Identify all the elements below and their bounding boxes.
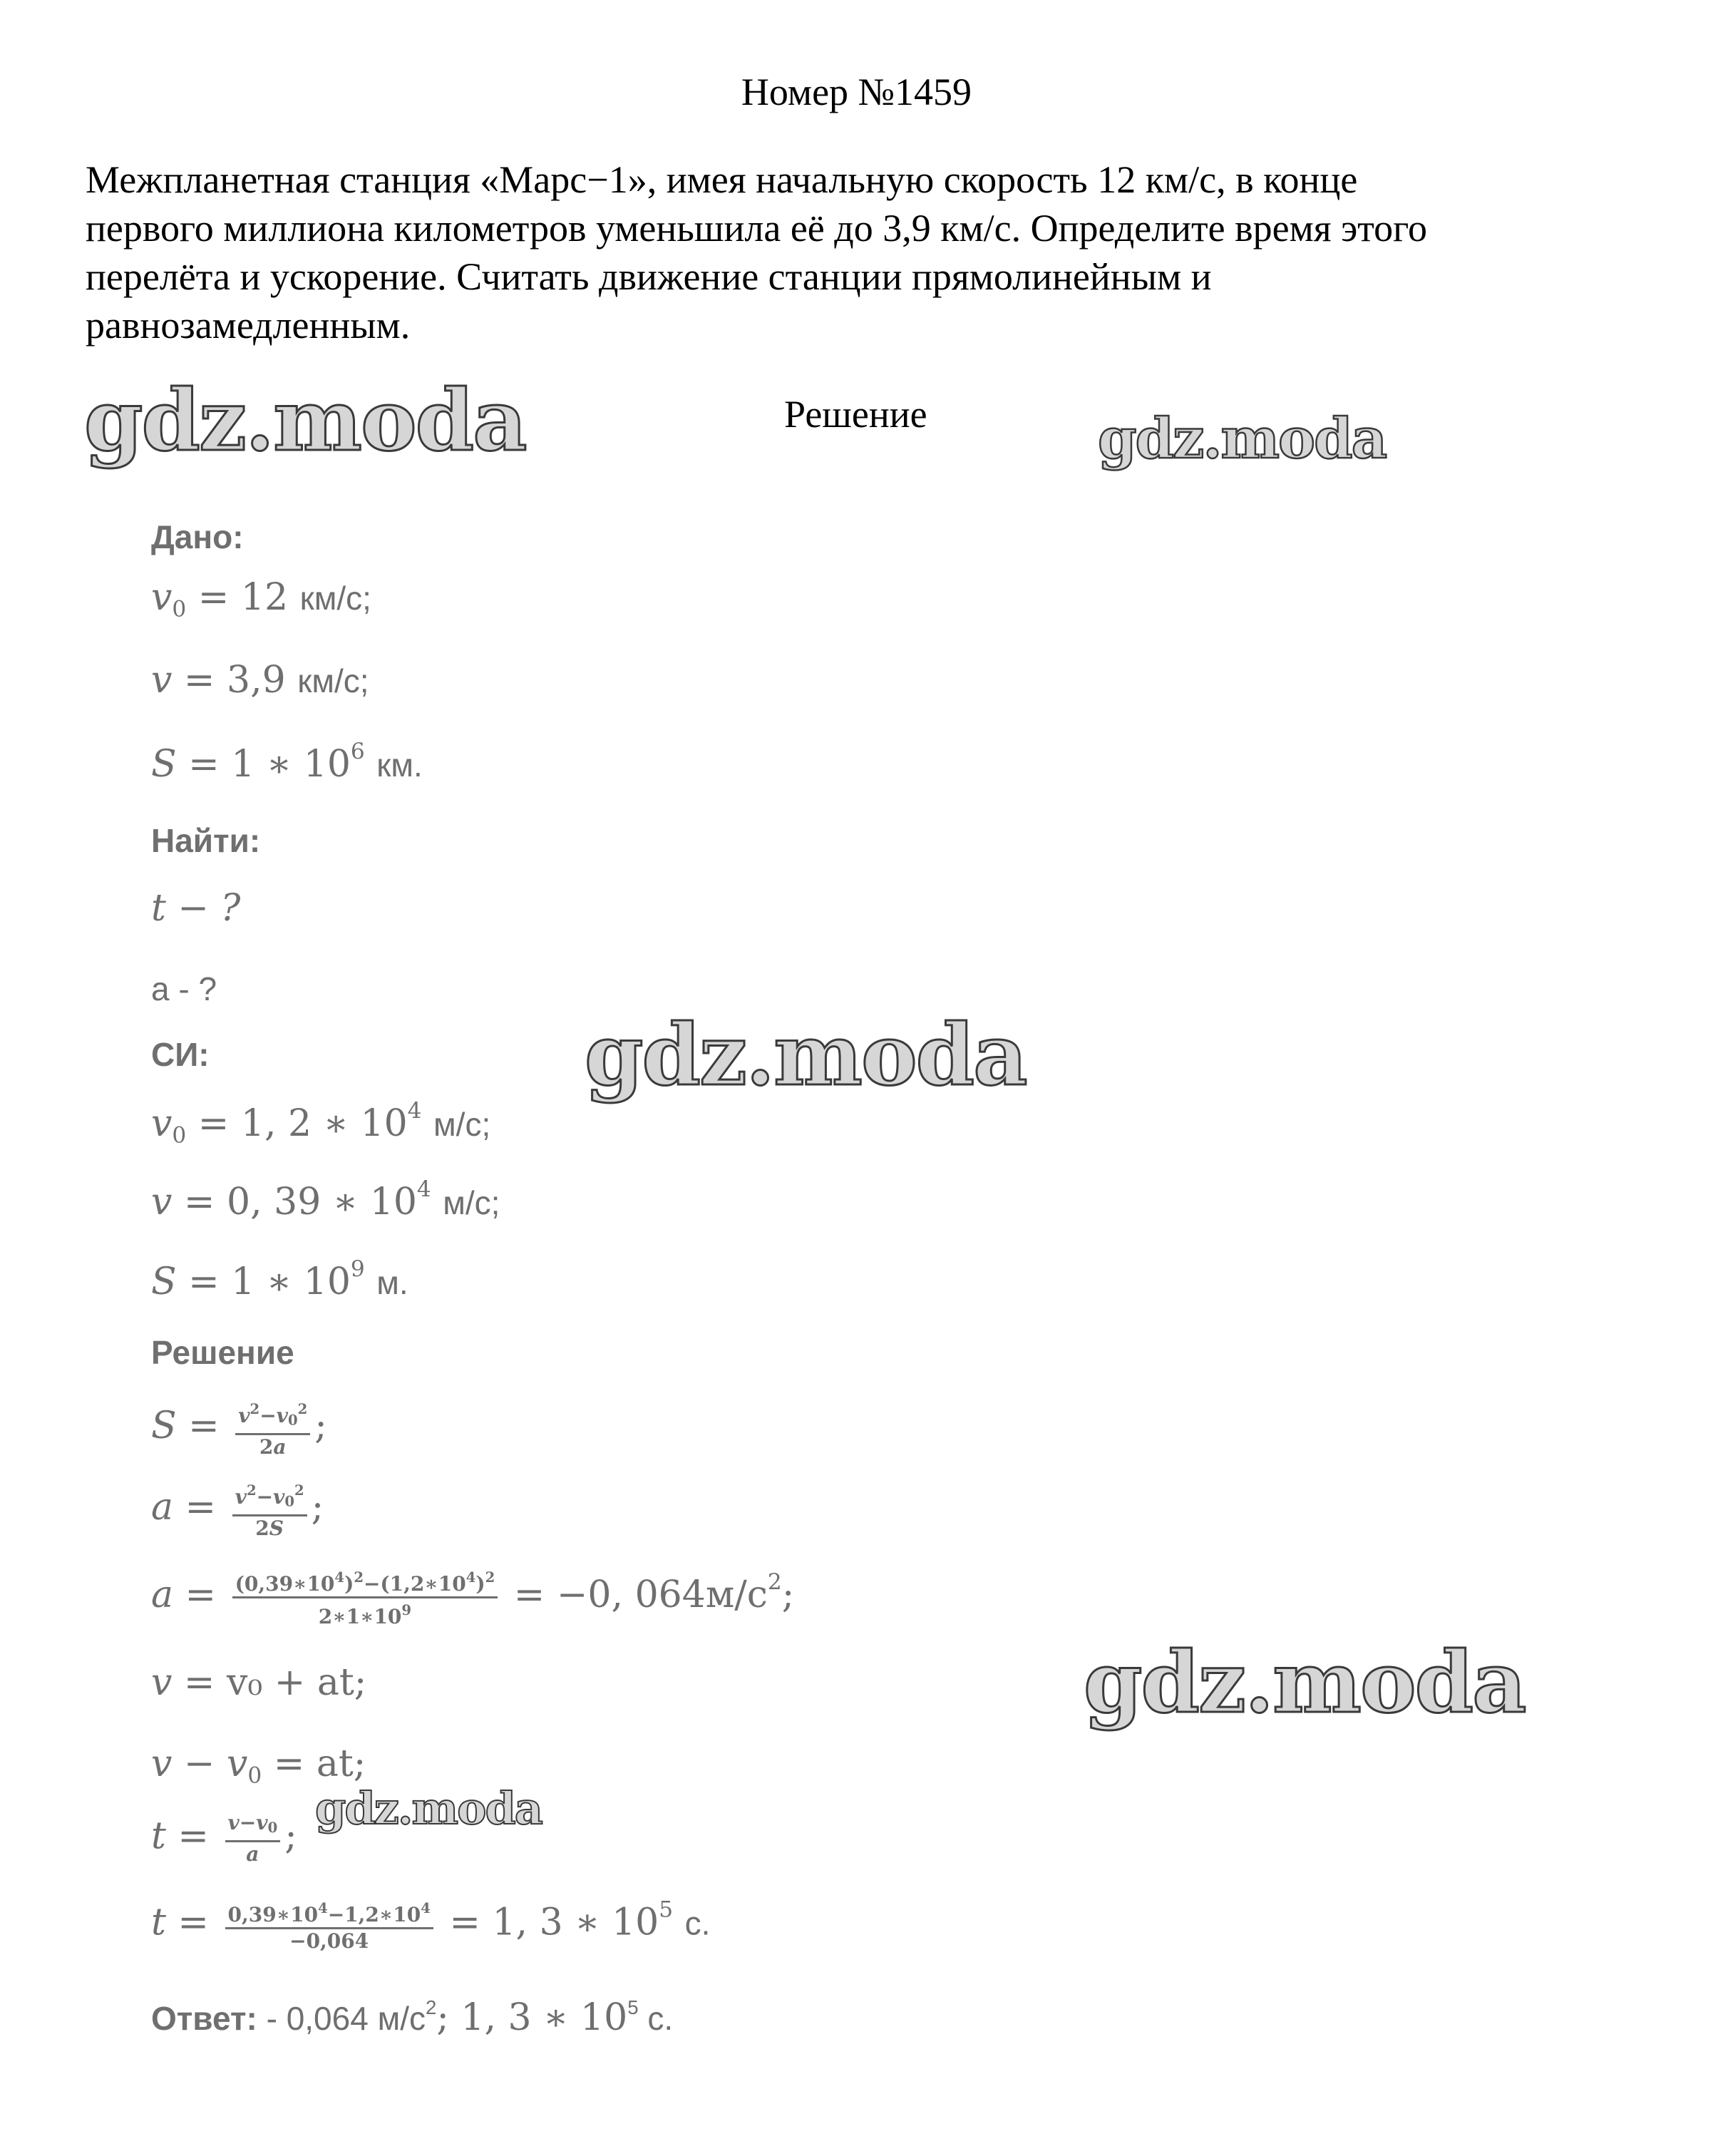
- fraction: $\frac{v-v_0}{a}$: [225, 1811, 281, 1867]
- exponent: 5: [627, 1996, 639, 2018]
- eq-t-calc: t = $\frac{0,39∗10^4-1,2∗10^4}{-0,064}$ = 1, 3 ∗ $10^5$ с.: [151, 1896, 711, 1953]
- given-label: Дано:: [151, 518, 244, 555]
- eq-a-calc: a = $\frac{(0,39∗10^4)^2-(1,2∗10^4)^2}{2∗1∗10^9}$ = −0, $064м/с^2$;: [151, 1566, 794, 1629]
- solution-label: Решение: [151, 1334, 294, 1371]
- unit: км/с;: [297, 662, 369, 699]
- find-t: [151, 887, 240, 930]
- si-label: СИ:: [151, 1036, 210, 1073]
- eq-s-formula: S = $\frac{v^2-v_0^2}{2a}$ ;: [151, 1397, 327, 1459]
- eq-t-formula: t = $\frac{v-v_0}{a}$ ;: [151, 1811, 297, 1866]
- eq-velocity: v = v₀ + at;: [151, 1661, 367, 1704]
- page-title: Номер №1459: [741, 71, 972, 113]
- given-s: S = 1 ∗ $10^6$ км.: [151, 739, 423, 786]
- fraction: $\frac{(0,39∗10^4)^2-(1,2∗10^4)^2}{2∗1∗10^9}$: [232, 1566, 498, 1629]
- unit: км/с;: [299, 580, 371, 617]
- exponent: 9: [350, 1256, 365, 1282]
- exponent: 2: [767, 1569, 782, 1595]
- t-result: = 1, 3 ∗ 10: [449, 1901, 659, 1944]
- fraction: $\frac{v^2-v_0^2}{2a}$: [235, 1397, 310, 1459]
- unit: км.: [376, 746, 423, 784]
- solution-heading: Решение: [784, 393, 927, 436]
- watermark: gdz.moda: [1084, 1633, 1526, 1732]
- watermark: gdz.moda: [585, 1005, 1027, 1104]
- unit: с.: [647, 2000, 674, 2038]
- problem-line: Межпланетная станция «Марс−1», имея начальную скорость 12 км/с, в конце: [86, 158, 1358, 201]
- problem-line: равнозамедленным.: [86, 304, 411, 346]
- unit: м/с;: [433, 1105, 491, 1143]
- answer-label: Ответ:: [151, 2000, 257, 2038]
- si-v: v = 0, 39 ∗ $10^4$ м/с;: [151, 1176, 500, 1223]
- exponent: 6: [350, 739, 365, 764]
- si-v0-value: = 1, 2 ∗ 10: [197, 1102, 408, 1145]
- find-a: a - ?: [151, 970, 217, 1007]
- exponent: 4: [416, 1176, 431, 1202]
- watermark: gdz.moda: [315, 1782, 542, 1834]
- fraction: $\frac{v^2-v_0^2}{2S}$: [232, 1479, 307, 1541]
- watermark: gdz.moda: [1098, 406, 1387, 471]
- given-s-value: = 1 ∗ 10: [188, 742, 351, 786]
- find-t-text: t − ?: [151, 887, 241, 930]
- answer-t-value: ; 1, 3 ∗ 10: [436, 1996, 628, 2040]
- problem-line: первого миллиона километров уменьшила её до 3,9 км/с. Определите время этого: [86, 207, 1427, 250]
- si-s-value: = 1 ∗ 10: [188, 1260, 351, 1303]
- exponent: 4: [407, 1098, 422, 1124]
- eq-a-formula: a = $\frac{v^2-v_0^2}{2S}$ ;: [151, 1479, 324, 1541]
- unit: с.: [684, 1904, 711, 1942]
- given-v-value: = 3,9: [183, 659, 286, 702]
- answer-a-value: - 0,064 м/с: [266, 2000, 426, 2038]
- unit: м.: [376, 1263, 408, 1301]
- given-v0: $v_0 = 12$ км/с;: [151, 576, 371, 622]
- given-v: v = 3,9 км/с;: [151, 659, 369, 702]
- answer: [151, 1996, 673, 2039]
- eq-velocity-rhs: = v₀ + at;: [183, 1661, 367, 1704]
- si-v0: $v_0 = 1$, 2 ∗ $10^4$ м/с;: [151, 1098, 491, 1149]
- exponent: 5: [659, 1896, 674, 1923]
- si-s: S = 1 ∗ $10^9$ м.: [151, 1256, 408, 1303]
- problem-statement: [86, 155, 1625, 349]
- unit: м/с;: [443, 1184, 500, 1221]
- given-v0-value: = 12: [197, 576, 289, 619]
- exponent: 2: [426, 1996, 437, 2018]
- si-v-value: = 0, 39 ∗ 10: [183, 1180, 417, 1223]
- eq-velocity-diff-rhs: = at;: [273, 1742, 366, 1785]
- eq-velocity-diff: $v - v_0$ = at;: [151, 1742, 366, 1789]
- fraction: $\frac{0,39∗10^4-1,2∗10^4}{-0,064}$: [225, 1896, 433, 1954]
- watermark: gdz.moda: [84, 371, 526, 470]
- a-result: = −0, 064м/с: [513, 1573, 768, 1616]
- problem-line: перелёта и ускорение. Считать движение станции прямолинейным и: [86, 255, 1212, 298]
- find-label: Найти:: [151, 822, 261, 859]
